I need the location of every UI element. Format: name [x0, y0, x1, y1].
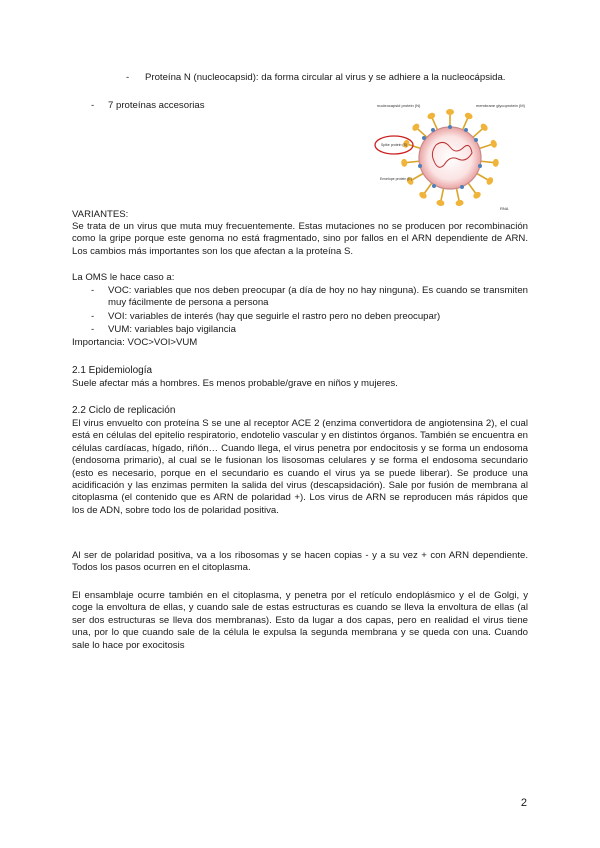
label-rna: RNA: [500, 206, 509, 211]
bullet-dash: -: [91, 285, 95, 296]
label-envelope: Envelope protein (E): [380, 177, 412, 181]
oms-intro: La OMS le hace caso a:: [72, 272, 175, 283]
importance-line: Importancia: VOC>VOI>VUM: [72, 337, 198, 348]
replication-paragraph-1: El virus envuelto con proteína S se une al receptor ACE 2 (enzima convertidora de angiotensina 2), el cual está en células del epitelio respiratorio, endotelio vascular y en distintos órganos. También se encuentra en células cardíacas, hígado, riñón… Cuando llega, el virus penetra por endocitosis y se forma un endosoma (endosoma primario), al cual se le fusionan los lisosomas celulares y se forma el endosoma secundario (esto es necesario, porque en el secundario es cuando el virus ya se puede liberar). Se produce una acidificación y las enzimas permiten la salida del virus (descapsidación). Sale por fusión de membrana al citoplasma (el contenido que es ARN de polaridad +). Los virus de ARN se reproducen más rápidos que los de ADN, sobre todo los de polaridad positiva.: [72, 418, 528, 516]
replication-paragraph-3: El ensamblaje ocurre también en el citoplasma, y penetra por el retículo endoplásmico y el de Golgi, y coge la envoltura de ellas, y cuando sale de estas estructuras es cuando se lleva la envoltura de ellas (al ser dos estructuras se lleva dos membranas). Esto da lugar a dos capas, pero en realidad el virus tiene una, por lo que cuando sale de la célula le expulsa la segunda membrana y se queda con una. Cuando sale lo hace por exocitosis: [72, 590, 528, 651]
replication-paragraph-2: Al ser de polaridad positiva, va a los ribosomas y se hacen copias - y a su vez + con ARN dependiente. Todos los pasos ocurren en el citoplasma.: [72, 550, 528, 574]
sub-bullet-dash: -: [126, 72, 130, 83]
epidemiology-heading: 2.1 Epidemiología: [72, 365, 153, 376]
voc-item: VOC: variables que nos deben preocupar (a día de hoy no hay ninguna). Es cuando se transmiten muy fácilmente de persona a persona: [108, 285, 528, 309]
bullet-dash: -: [91, 311, 95, 322]
label-membrane: membrane glycoprotein (M): [476, 103, 525, 108]
bullet-dash: -: [91, 100, 95, 111]
coronavirus-figure: [372, 100, 527, 212]
replication-heading: 2.2 Ciclo de replicación: [72, 405, 176, 416]
accessory-proteins-text: 7 proteínas accesorias: [108, 100, 205, 111]
bullet-dash: -: [91, 324, 95, 335]
voi-item: VOI: variables de interés (hay que seguirle el rastro pero no deben preocupar): [108, 311, 441, 322]
variantes-body: Se trata de un virus que muta muy frecuentemente. Estas mutaciones no se producen por recombinación como la gripe porque este genoma no está fragmentado, sino por fallos en el ARN dependiente de ARN. Los cambios más importantes son los que afectan a la proteína S.: [72, 221, 528, 257]
variantes-title: VARIANTES:: [72, 209, 129, 220]
vum-item: VUM: variables bajo vigilancia: [108, 324, 236, 335]
label-nucleocapsid: nucleocapsid protein (N): [377, 103, 421, 108]
epidemiology-body: Suele afectar más a hombres. Es menos probable/grave en niños y mujeres.: [72, 378, 398, 389]
viral-envelope: [419, 127, 481, 189]
protein-n-text: Proteína N (nucleocapsid): da forma circular al virus y se adhiere a la nucleocápsida.: [145, 72, 506, 83]
label-spike: Spike protein (S): [381, 143, 408, 147]
page-number: 2: [520, 797, 527, 809]
